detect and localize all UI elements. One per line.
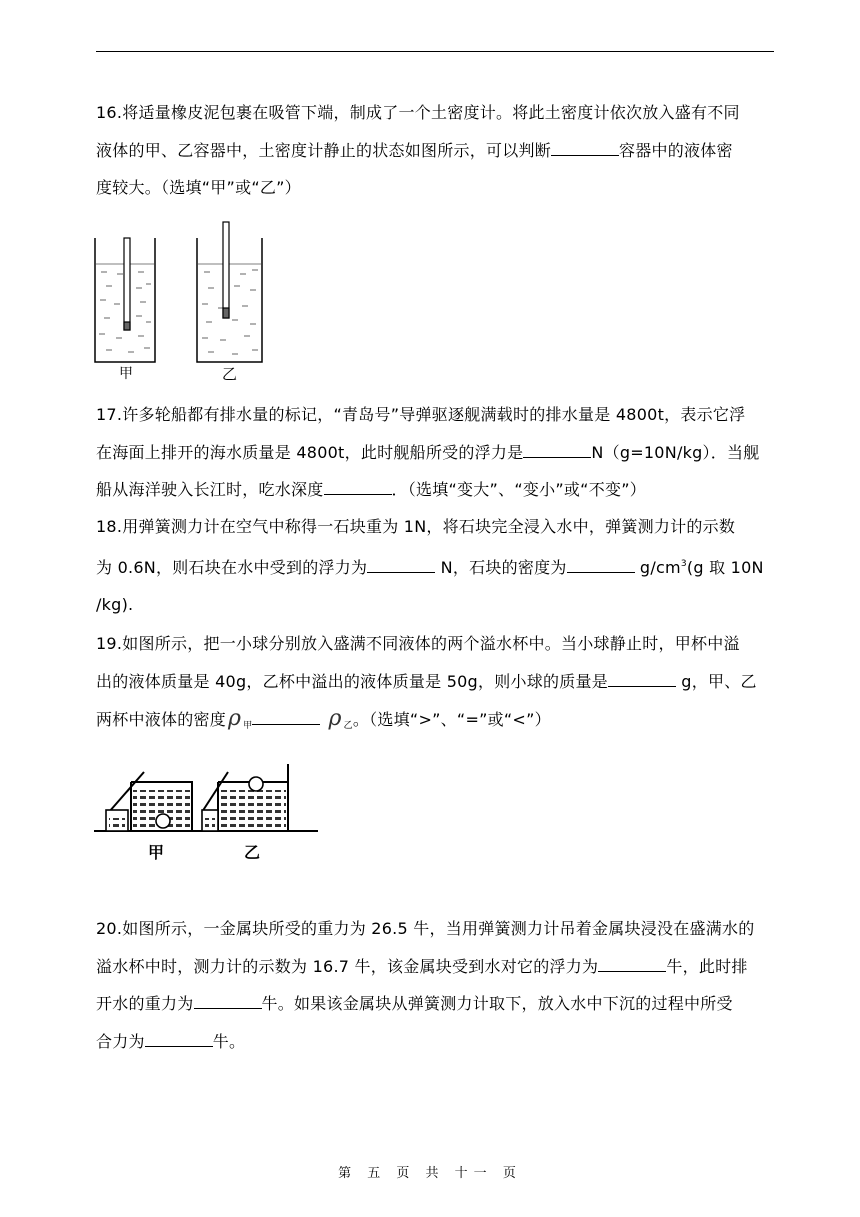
q16-figure [92, 218, 272, 382]
answer-blank[interactable] [324, 476, 392, 495]
q18-line2: 为 0.6N，则石块在水中受到的浮力为 N，石块的密度为 $g/cm^3(g$ 取 10N [96, 546, 780, 587]
answer-blank[interactable] [145, 1028, 213, 1047]
q19-line3: 两杯中液体的密度ρ $_甲$ ρ $_乙$。（选填“>”、“=”或“<”） [96, 706, 551, 731]
answer-blank[interactable] [523, 439, 591, 458]
q16-line1: 16.将适量橡皮泥包裹在吸管下端，制成了一个土密度计。将此土密度计依次放入盛有不同 [96, 103, 740, 122]
q19-figure [94, 760, 320, 866]
answer-blank[interactable] [252, 706, 320, 725]
q17-line2: 在海面上排开的海水质量是 4800t，此时舰船所受的浮力是 N（g=10N/kg）．当舰 [96, 434, 780, 472]
q18-line1: 18.用弹簧测力计在空气中称得一石块重为 1N，将石块完全浸入水中，弹簧测力计的示数 [96, 517, 736, 536]
page-footer: 第 五 页 共 十一 页 [338, 1166, 522, 1181]
question-18 [96, 508, 780, 624]
answer-blank[interactable] [598, 953, 666, 972]
question-16 [96, 94, 780, 207]
answer-blank[interactable] [608, 668, 676, 687]
density-symbol: ρ [328, 706, 342, 731]
q17-line3: 船从海洋驶入长江时，吃水深度 ．（选填“变大”、“变小”或“不变”） [96, 471, 780, 509]
q16-line2: 液体的甲、乙容器中，土密度计静止的状态如图所示，可以判断 容器中的液体密 [96, 132, 780, 170]
q20-line3: 开水的重力为 牛。如果该金属块从弹簧测力计取下，放入水中下沉的过程中所受 [96, 985, 780, 1023]
q19-label-b: 乙 [244, 843, 261, 862]
q16-label-a: 甲 [119, 366, 133, 382]
answer-blank[interactable] [367, 554, 435, 573]
q19-line2: 出的液体质量是 40g，乙杯中溢出的液体质量是 50g，则小球的质量是 g，甲、乙 [96, 663, 780, 701]
q16-line3: 度较大。（选填“甲”或“乙”） [96, 178, 301, 197]
q17-line1: 17.许多轮船都有排水量的标记，“青岛号”导弹驱逐舰满载时的排水量是 4800t，表示它浮 [96, 405, 746, 424]
q18-line3: /kg). [96, 595, 134, 614]
question-19 [96, 625, 780, 746]
question-20 [96, 910, 780, 1060]
answer-blank[interactable] [567, 554, 635, 573]
q20-line4: 合力为 牛。 [96, 1023, 780, 1061]
q20-line2: 溢水杯中时，测力计的示数为 16.7 牛，该金属块受到水对它的浮力为 牛，此时排 [96, 948, 780, 986]
q19-line1: 19.如图所示，把一小球分别放入盛满不同液体的两个溢水杯中。当小球静止时，甲杯中溢 [96, 634, 740, 653]
density-symbol: ρ [228, 706, 242, 731]
question-17 [96, 396, 780, 509]
q19-label-a: 甲 [148, 843, 165, 862]
q20-line1: 20.如图所示，一金属块所受的重力为 26.5 牛，当用弹簧测力计吊着金属块浸没在盛满水的 [96, 919, 755, 938]
answer-blank[interactable] [551, 137, 619, 156]
header-rule [96, 51, 774, 52]
answer-blank[interactable] [194, 990, 262, 1009]
q16-label-b: 乙 [222, 365, 238, 382]
